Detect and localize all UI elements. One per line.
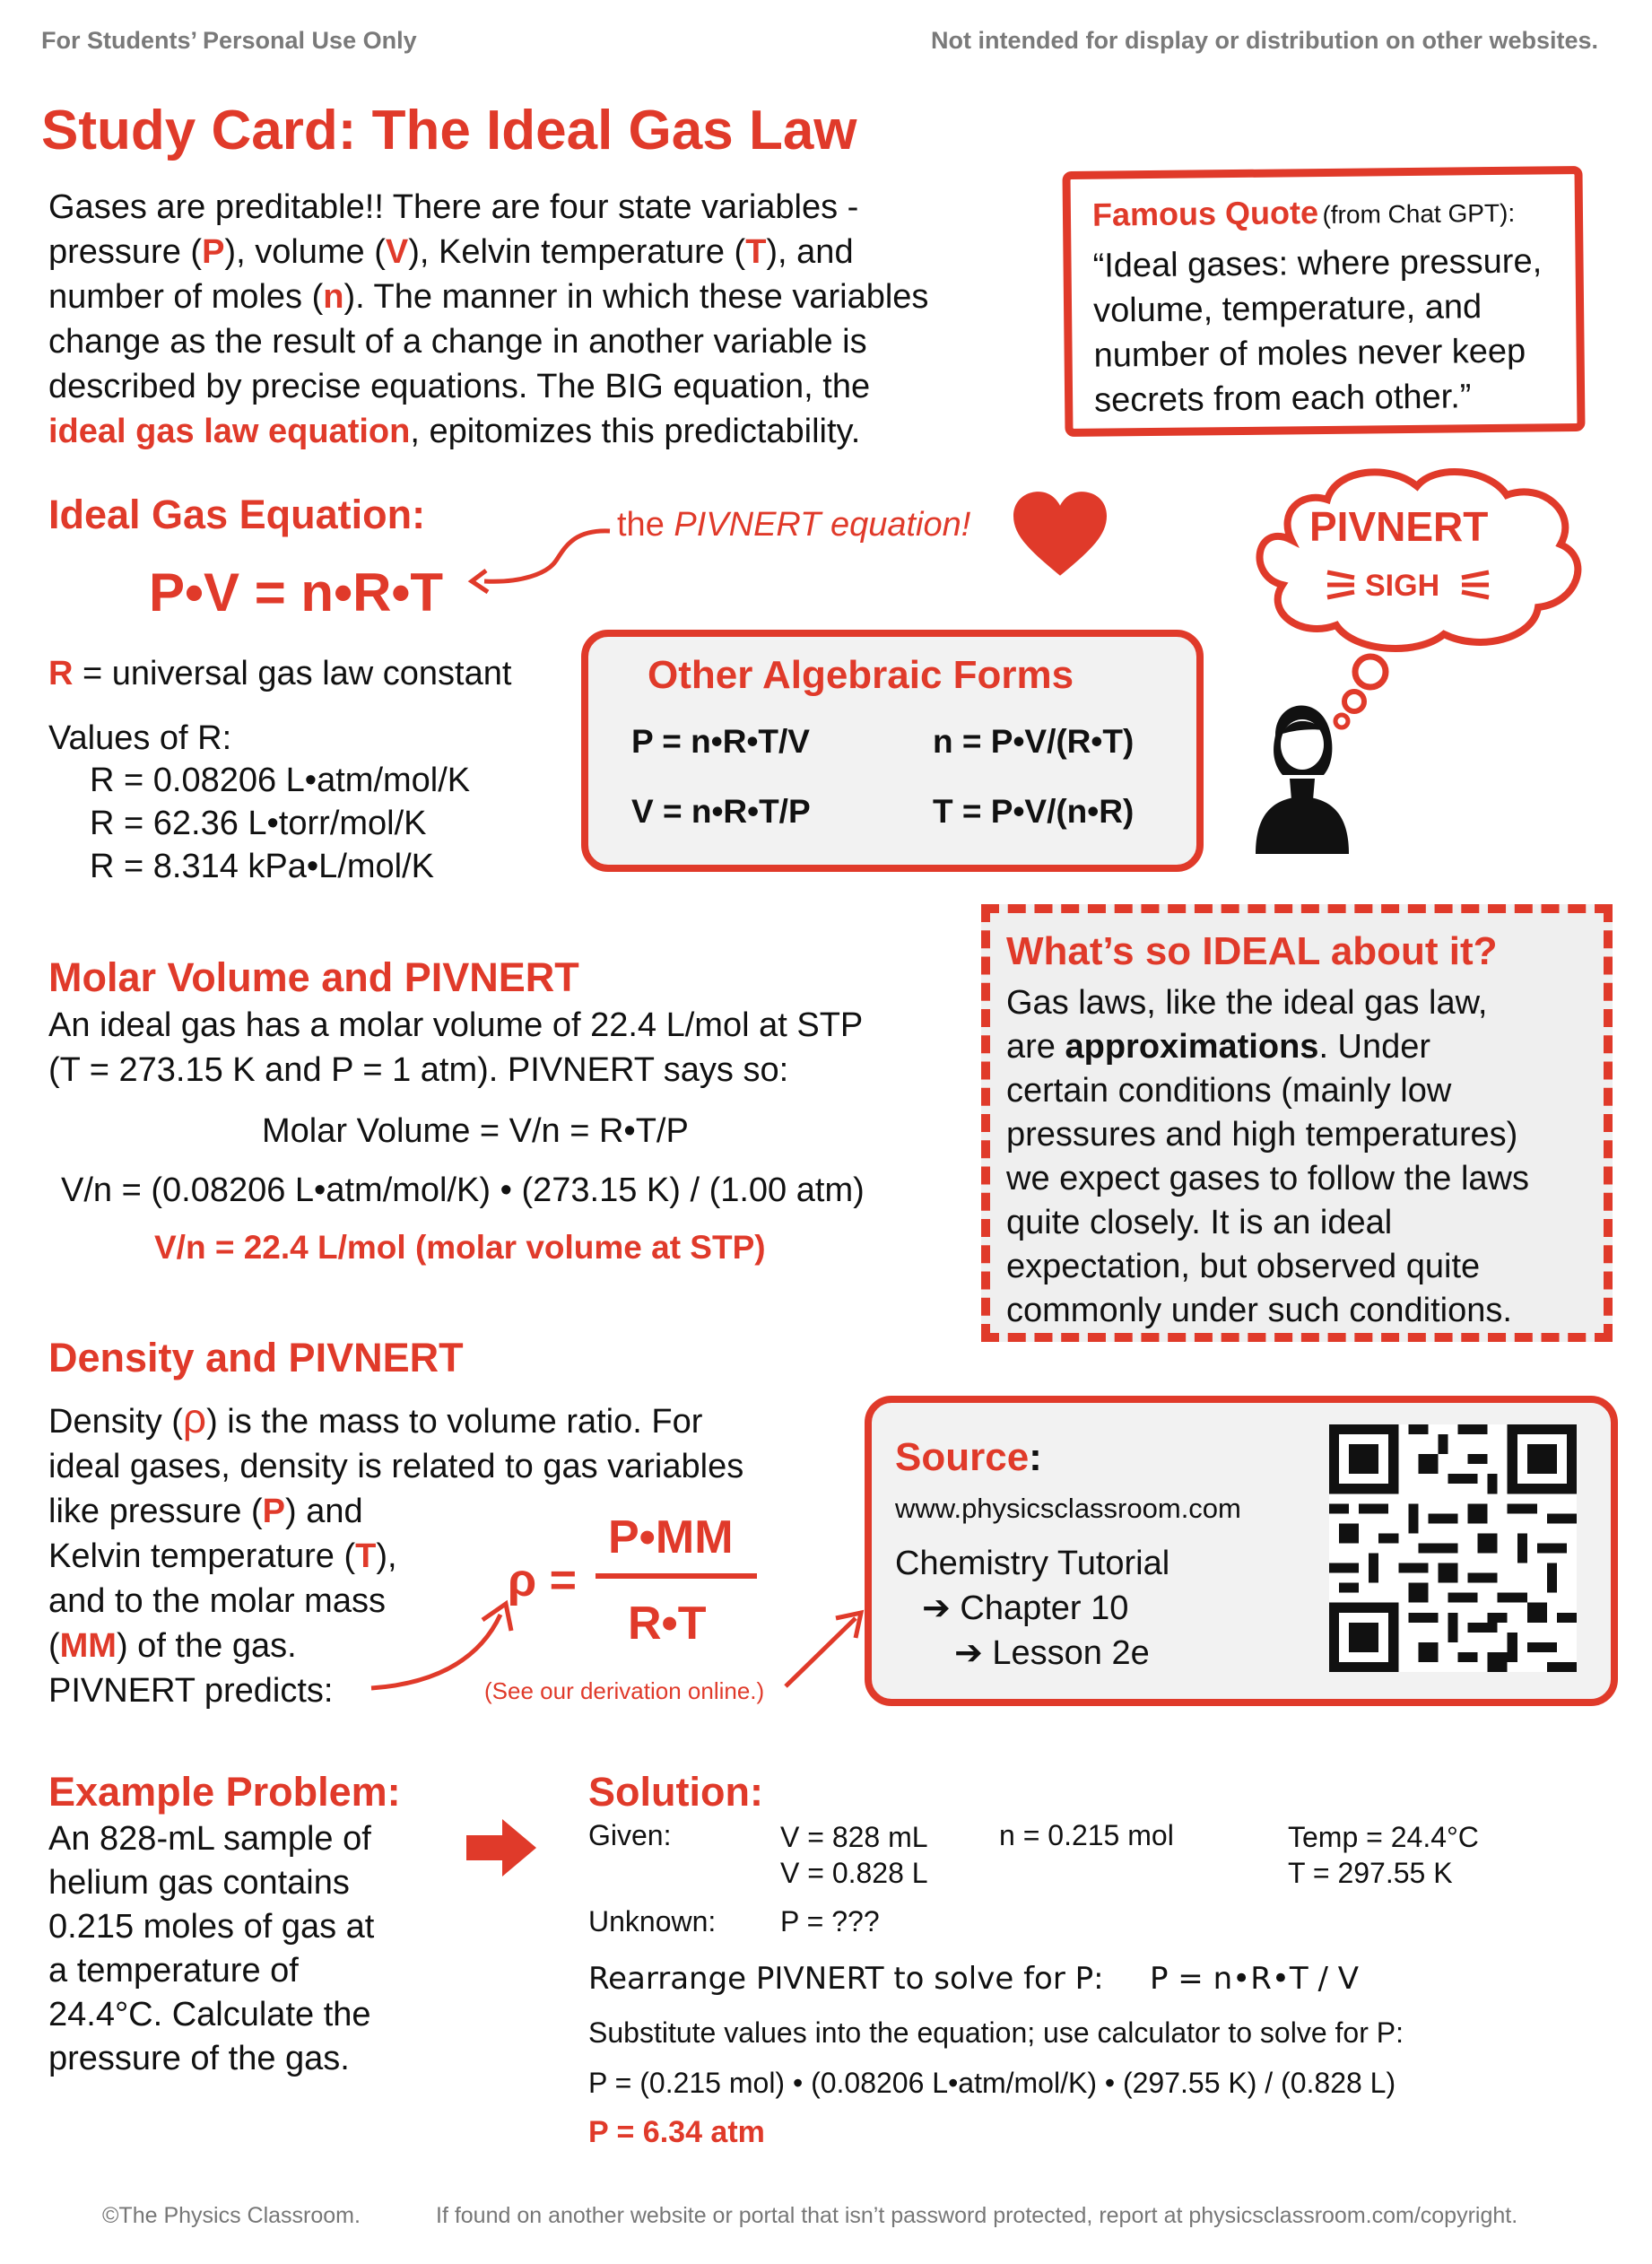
intro-line: change as the result of a change in another variable is xyxy=(48,323,867,361)
given-moles: n = 0.215 mol xyxy=(999,1819,1174,1851)
heart-icon xyxy=(1013,492,1107,578)
answer: P = 6.34 atm xyxy=(588,2115,765,2149)
ideal-about-box xyxy=(981,904,1613,1342)
algebraic-forms-box xyxy=(581,630,1204,872)
density-numerator: P•MM xyxy=(608,1511,734,1563)
molar-eq1: Molar Volume = V/n = R•T/P xyxy=(262,1112,689,1150)
form-t: T = P•V/(n•R) xyxy=(933,793,1135,830)
intro-line: pressure (P), volume (V), Kelvin temperature (T), and xyxy=(48,233,854,271)
page-title: Study Card: The Ideal Gas Law xyxy=(41,100,857,161)
header-right: Not intended for display or distribution on other websites. xyxy=(930,27,1598,54)
source-tutorial: Chemistry Tutorial xyxy=(895,1545,1170,1582)
calculation: P = (0.215 mol) • (0.08206 L•atm/mol/K) • (297.55 K) / (0.828 L) xyxy=(588,2067,1396,2099)
source-lesson: ➔ Lesson 2e xyxy=(954,1634,1150,1672)
thought-word: PIVNERT xyxy=(1309,503,1489,550)
r-value: R = 62.36 L•torr/mol/K xyxy=(90,805,427,842)
r-definition: R = universal gas law constant xyxy=(48,655,512,692)
ideal-about-text: Gas laws, like the ideal gas law, are approximations. Under certain conditions (mainly low pressures and high temperatures) we expect gases to follow the laws quite closely. It is an ideal expectation, but observed quite commonly under such conditions. xyxy=(1006,984,1529,1329)
given-temperature: Temp = 24.4°C T = 297.55 K xyxy=(1288,1821,1479,1889)
arrow-to-source xyxy=(780,1606,870,1695)
density-heading: Density and PIVNERT xyxy=(48,1335,464,1380)
fraction-bar xyxy=(596,1573,757,1579)
intro-paragraph xyxy=(48,185,1044,454)
ideal-gas-equation: P•V = n•R•T xyxy=(149,562,444,623)
form-p: P = n•R•T/V xyxy=(631,723,810,760)
intro-line: ideal gas law equation, epitomizes this predictability. xyxy=(48,413,861,450)
molar-eq2: V/n = (0.08206 L•atm/mol/K) • (273.15 K) / (1.00 atm) xyxy=(61,1171,865,1209)
source-box xyxy=(865,1396,1618,1706)
molar-text: An ideal gas has a molar volume of 22.4 L/mol at STP (T = 273.15 K and P = 1 atm). PIVNERT says so: xyxy=(48,1006,864,1089)
rearrange-text: Rearrange PIVNERT to solve for P: xyxy=(588,1961,1104,1997)
molar-result: V/n = 22.4 L/mol (molar volume at STP) xyxy=(154,1229,766,1266)
intro-line: described by precise equations. The BIG equation, the xyxy=(48,368,871,405)
unknown-value: P = ??? xyxy=(780,1905,880,1937)
thought-sigh: SIGH xyxy=(1365,569,1440,603)
derivation-note: (See our derivation online.) xyxy=(484,1677,765,1704)
density-text: Density (ρ) is the mass to volume ratio. For ideal gases, density is related to gas variables like pressure (P) and Kelvin temperature (T), and to the molar mass (MM) of the gas. PIVNERT predicts: xyxy=(48,1395,744,1710)
sigh-marks xyxy=(1327,565,1489,605)
intro-line: Gases are preditable!! There are four state variables - xyxy=(48,188,859,226)
famous-quote-box xyxy=(1062,166,1585,437)
solution-heading: Solution: xyxy=(588,1769,763,1815)
source-chapter: ➔ Chapter 10 xyxy=(922,1589,1129,1627)
ideal-about-heading: What’s so IDEAL about it? xyxy=(1006,929,1498,973)
form-v: V = n•R•T/P xyxy=(631,793,811,830)
example-heading: Example Problem: xyxy=(48,1769,401,1815)
footer-left: ©The Physics Classroom. xyxy=(102,2203,361,2228)
quote-heading: Famous Quote xyxy=(1091,194,1319,233)
quote-source: (from Chat GPT): xyxy=(1322,198,1516,230)
example-text: An 828-mL sample of helium gas contains 0.215 moles of gas at a temperature of 24.4°C. Calculate the pressure of the gas. xyxy=(48,1820,375,2077)
rearrange-equation: P = n•R•T / V xyxy=(1150,1961,1359,1997)
ideal-gas-heading: Ideal Gas Equation: xyxy=(48,492,426,537)
density-denominator: R•T xyxy=(628,1598,707,1650)
arrow-to-equation xyxy=(466,520,628,592)
pivnert-note: the PIVNERT equation! xyxy=(617,506,971,544)
quote-text: “Ideal gases: where pressure, volume, temperature, and number of moles never keep secrets from each other.” xyxy=(1092,242,1543,420)
form-n: n = P•V/(R•T) xyxy=(933,723,1135,760)
source-url[interactable]: www.physicsclassroom.com xyxy=(895,1493,1241,1524)
r-values-heading: Values of R: xyxy=(48,719,232,757)
arrow-to-formula xyxy=(368,1588,520,1695)
unknown-label: Unknown: xyxy=(588,1905,717,1937)
qr-code-icon[interactable] xyxy=(1329,1424,1577,1672)
r-values-list xyxy=(90,759,470,888)
arrow-right-icon xyxy=(466,1819,538,1877)
intro-line: number of moles (n). The manner in which these variables xyxy=(48,278,929,316)
given-volume: V = 828 mL V = 0.828 L xyxy=(780,1821,928,1889)
r-value: R = 0.08206 L•atm/mol/K xyxy=(90,762,471,799)
molar-heading: Molar Volume and PIVNERT xyxy=(48,954,579,1000)
forms-heading: Other Algebraic Forms xyxy=(648,653,1074,697)
source-heading: Source: xyxy=(895,1435,1042,1479)
r-value: R = 8.314 kPa•L/mol/K xyxy=(90,848,435,885)
density-rho: ρ = xyxy=(508,1554,577,1607)
header-left: For Students’ Personal Use Only xyxy=(41,27,417,54)
footer-right: If found on another website or portal that isn’t password protected, report at physicsclassroom.com/copyright. xyxy=(436,2203,1518,2228)
substitute-text: Substitute values into the equation; use calculator to solve for P: xyxy=(588,2016,1404,2049)
given-label: Given: xyxy=(588,1819,672,1851)
